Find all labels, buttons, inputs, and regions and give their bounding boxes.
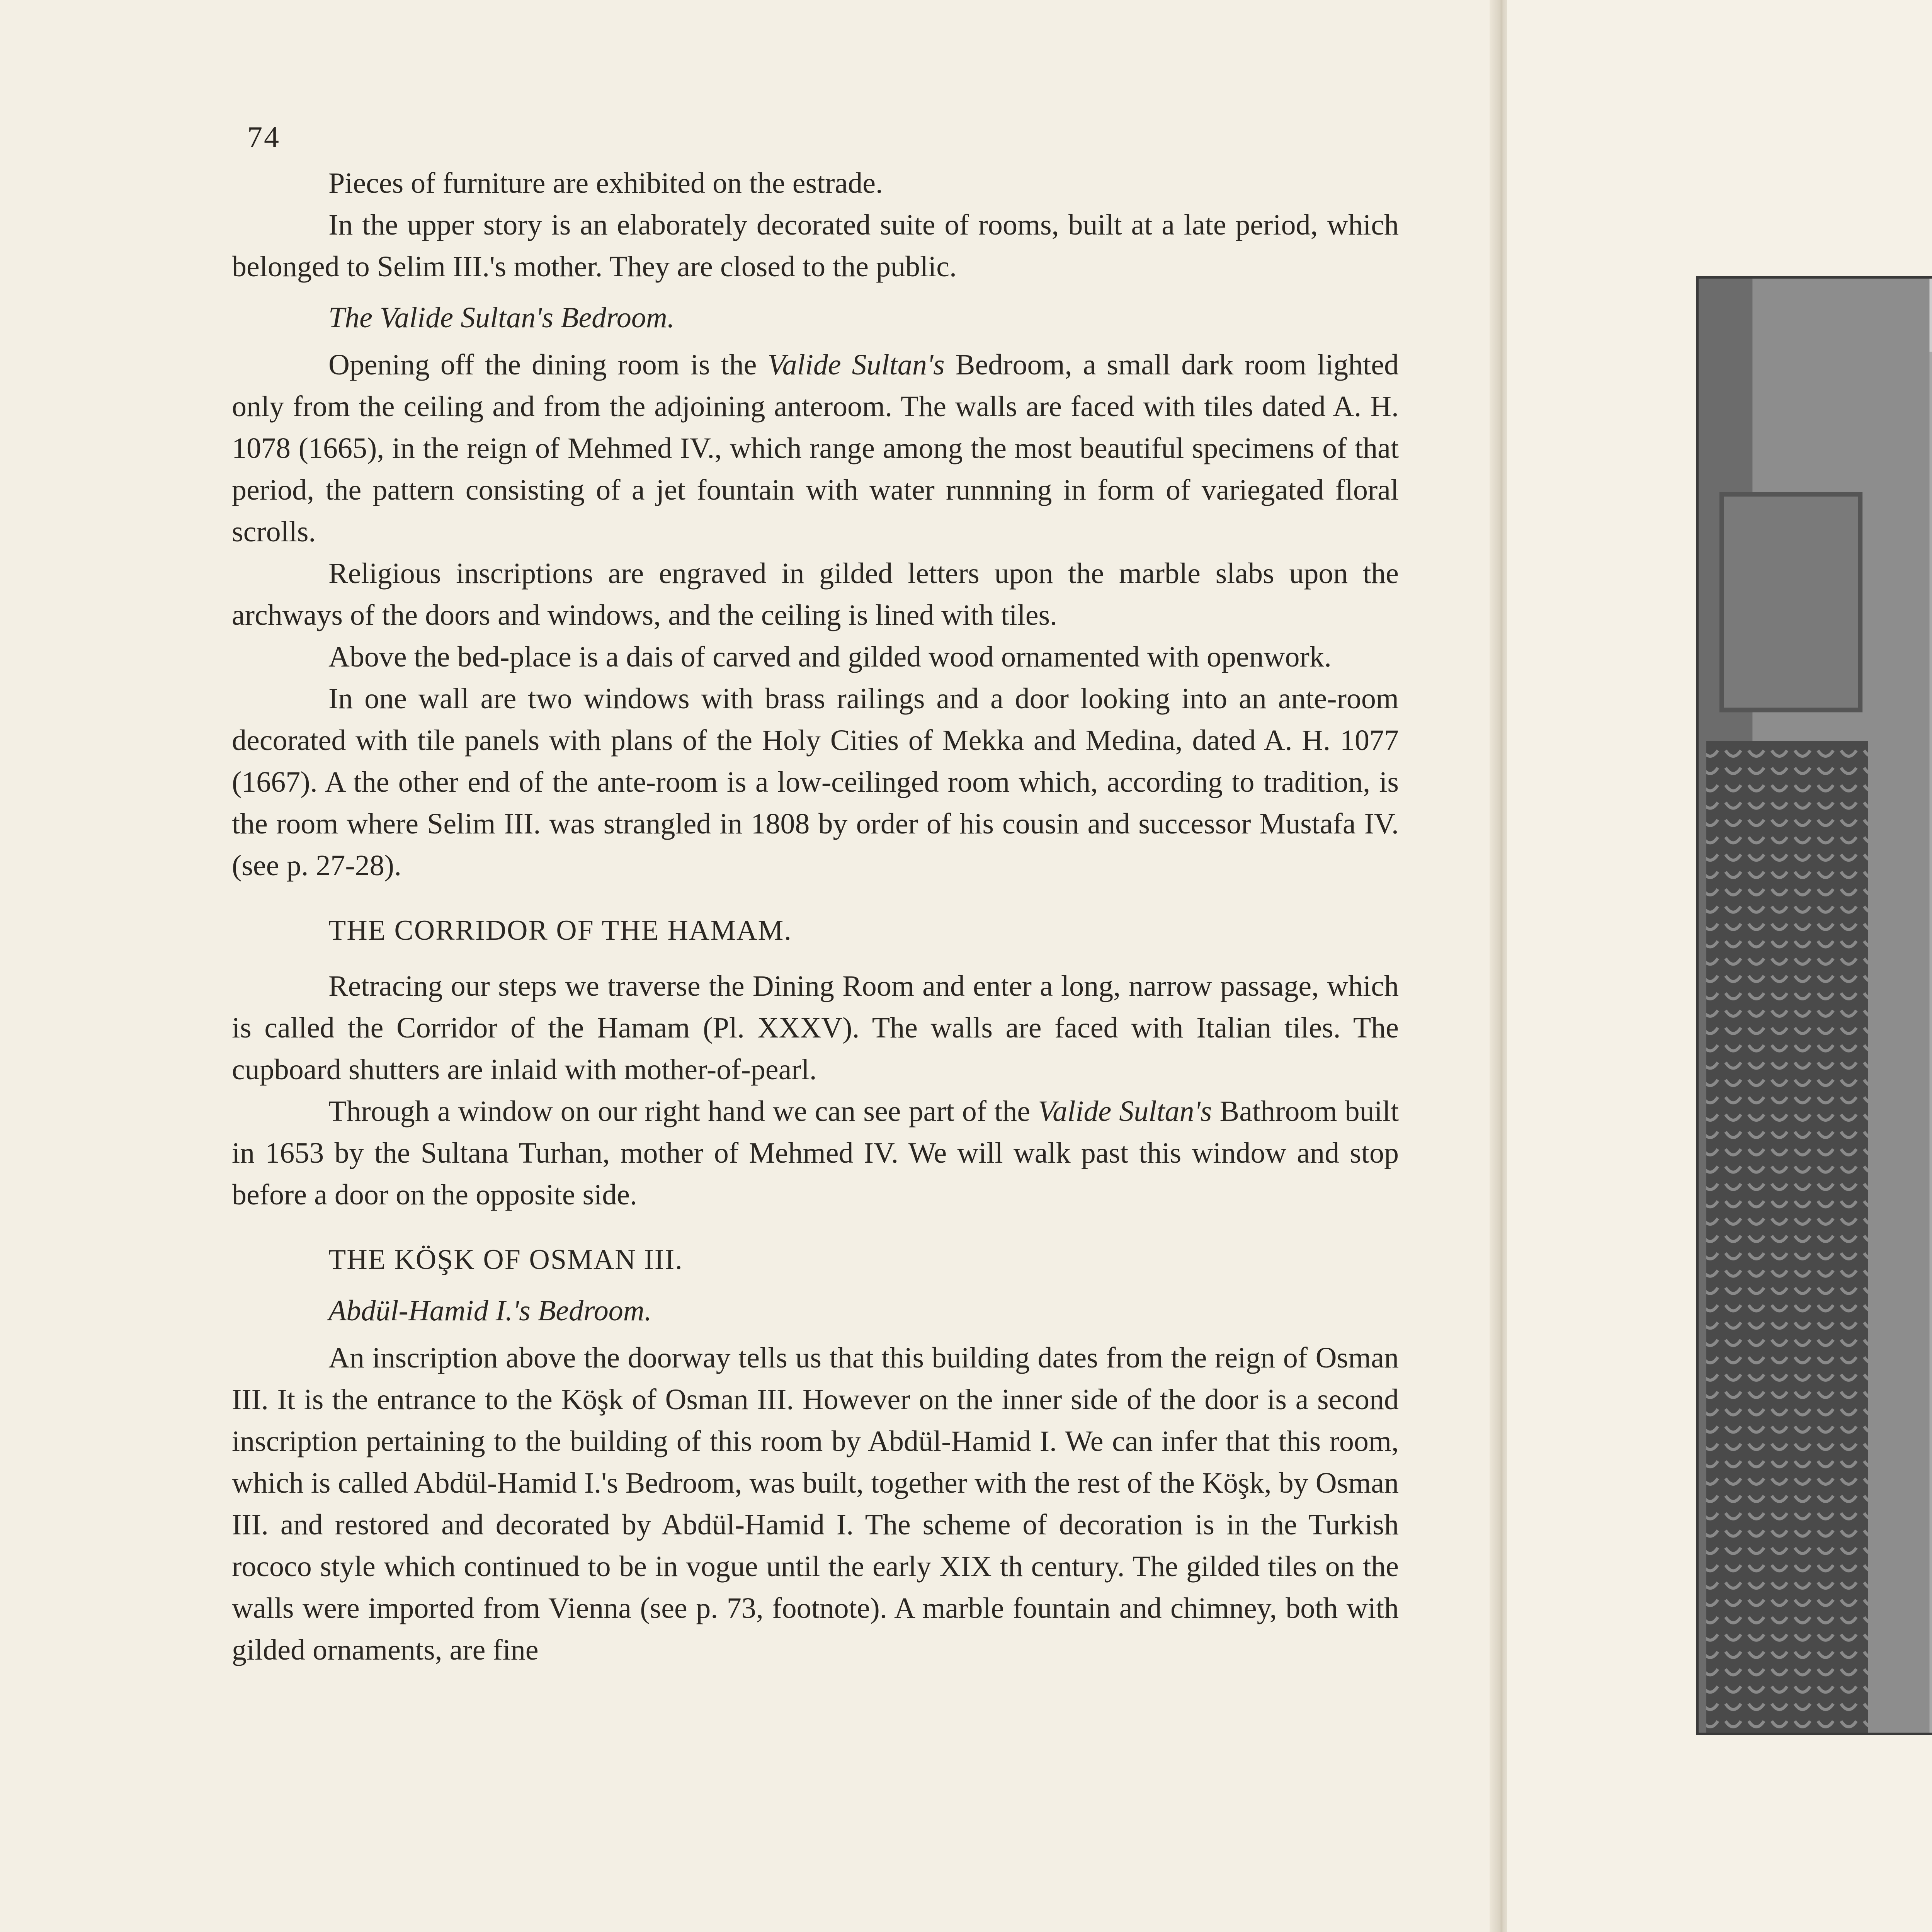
body-paragraph: Religious inscriptions are engraved in gilded letters upon the marble slabs upon the archways of the doors and windows, and the ceiling is lined with tiles. xyxy=(232,557,1399,631)
italic-term: Valide Sultan's xyxy=(767,349,945,381)
corridor-photograph-illustration xyxy=(1699,279,1932,1733)
body-paragraph: In one wall are two windows with brass railings and a door looking into an ante-room decorated with tile panels with plans of the Holy Cities of Mekka and Medina, dated A. H. 1077 (1667). A the other end of the ante-room is a low-ceilinged room which, according to tradition, is the room where Selim III. was strangled in 1808 by order of his cousin and successor Mustafa IV. (see p. 27-28). xyxy=(232,682,1399,882)
paragraph-text: Bathroom built in 1653 by the Sultana Turhan, mother of Mehmed IV. We will walk past this window and stop before a door on the opposite side. xyxy=(232,1095,1399,1211)
paragraph-text: Opening off the dining room is the xyxy=(328,349,768,381)
body-paragraph: An inscription above the doorway tells us that this building dates from the reign of Osman III. It is the entrance to the Köşk of Osman III. However on the inner side of the door is a second inscription pertaining to the building of this room by Abdül-Hamid I. We can infer that this room, which is called Abdül-Hamid I.'s Bedroom, was built, together with the rest of the Köşk, by Osman III. and restored and decorated by Abdül-Hamid I. The scheme of decoration is in the Turkish rococo style which continued to be in vogue until the early XIX th century. The gilded tiles on the walls were imported from Vienna (see p. 73, footnote). A marble fountain and chimney, both with gilded ornaments, are fine xyxy=(232,1342,1399,1666)
body-paragraph xyxy=(232,1090,1399,1216)
page-number: 74 xyxy=(247,120,281,154)
sub-heading: Abdül-Hamid I.'s Bedroom. xyxy=(328,1294,652,1327)
body-paragraph: Retracing our steps we traverse the Dining Room and enter a long, narrow passage, which is called the Corridor of the Hamam (Pl. XXXV). The walls are faced with Italian tiles. The cupboard shutters are inlaid with mother-of-pearl. xyxy=(232,970,1399,1086)
body-paragraph xyxy=(232,344,1399,553)
plate-photograph xyxy=(1696,276,1932,1735)
plate-caption xyxy=(1696,1762,1932,1795)
section-heading: THE CORRIDOR OF THE HAMAM. xyxy=(328,915,792,946)
section-heading: THE KÖŞK OF OSMAN III. xyxy=(328,1244,683,1276)
paragraph-text: Through a window on our right hand we can see part of the xyxy=(328,1095,1038,1128)
body-paragraph: Above the bed-place is a dais of carved and gilded wood ornamented with openwork. xyxy=(328,641,1332,673)
body-paragraph: In the upper story is an elaborately decorated suite of rooms, built at a late period, which belonged to Selim III.'s mother. They are closed to the public. xyxy=(232,209,1399,283)
sub-heading: The Valide Sultan's Bedroom. xyxy=(328,301,675,334)
body-paragraph: Pieces of furniture are exhibited on the estrade. xyxy=(328,167,883,199)
left-page-text xyxy=(232,162,1399,1671)
paragraph-text: Bedroom, a small dark room lighted only from the ceiling and from the adjoining anteroom. The walls are faced with tiles dated A. H. 1078 (1665), in the reign of Mehmed IV., which range among the most beautiful specimens of that period, the pattern consisting of a jet fountain with water runnning in form of variegated floral scrolls. xyxy=(232,349,1399,548)
italic-term: Valide Sultan's xyxy=(1038,1095,1212,1128)
